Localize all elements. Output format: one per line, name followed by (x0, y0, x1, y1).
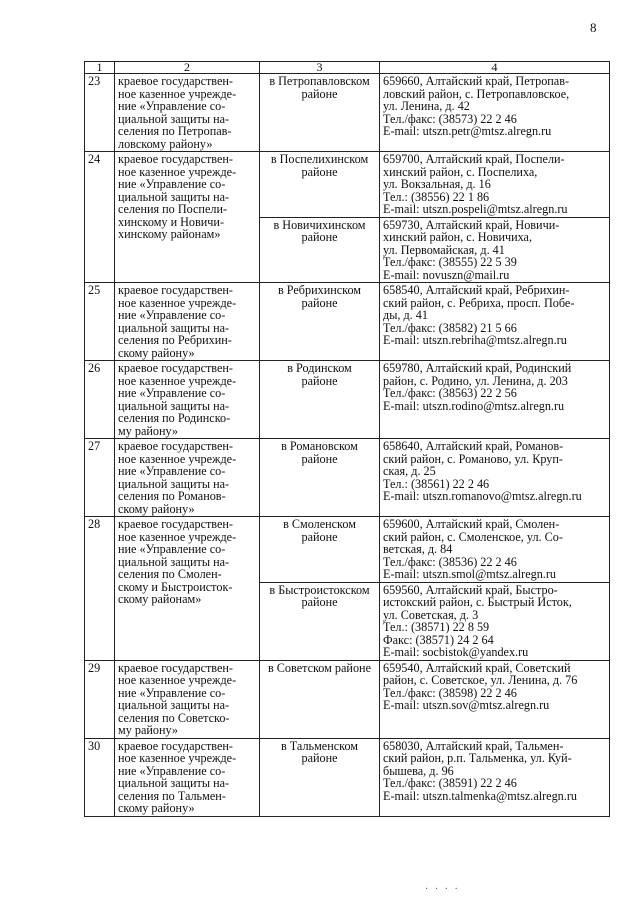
location-cell: в Петропавловском районе (260, 74, 380, 152)
address-cell: 659700, Алтайский край, Поспели- хинский район, с. Поспелиха, ул. Вокзальная, д. 16 Тел.: (38556) 22 1 86 E-mail: utszn.pospeli@mtsz.alregn.ru (380, 152, 610, 218)
address-cell: 659660, Алтайский край, Петропав- ловский район, с. Петропавловское, ул. Ленина, д. 42 Тел./факс: (38573) 22 2 46 E-mail: utszn.petr@mtsz.alregn.ru (380, 74, 610, 152)
location-cell: в Поспелихинском районе (260, 152, 380, 218)
row-number: 23 (85, 74, 115, 152)
location-cell: в Быстроистокском районе (260, 582, 380, 660)
table-row (85, 361, 610, 439)
table-row (85, 439, 610, 517)
table-row (85, 738, 610, 816)
header-row (85, 62, 610, 74)
row-number: 28 (85, 517, 115, 661)
scan-mark: · · · · (425, 884, 460, 895)
table-row (85, 283, 610, 361)
row-number: 24 (85, 152, 115, 283)
address-cell: 658640, Алтайский край, Романов- ский район, с. Романово, ул. Круп- ская, д. 25 Тел.: (38561) 22 2 46 E-mail: utszn.romanovo@mtsz.alregn.ru (380, 439, 610, 517)
organization-name: краевое государствен- ное казенное учрежде- ние «Управление со- циальной защиты на- селения по Романов- скому району» (115, 439, 260, 517)
organization-name: краевое государствен- ное казенное учрежде- ние «Управление со- циальной защиты на- селения по Ребрихин- скому району» (115, 283, 260, 361)
row-number: 30 (85, 738, 115, 816)
organization-name: краевое государствен- ное казенное учрежде- ние «Управление со- циальной защиты на- селения по Поспели- хинскому и Новичи- хинскому районам» (115, 152, 260, 283)
organization-name: краевое государствен- ное казенное учрежде- ние «Управление со- циальной защиты на- селения по Петропав- ловскому району» (115, 74, 260, 152)
institutions-table (84, 61, 610, 817)
address-cell: 658030, Алтайский край, Тальмен- ский район, р.п. Тальменка, ул. Куй- бышева, д. 96 Тел./факс: (38591) 22 2 46 E-mail: utszn.talmenka@mtsz.alregn.ru (380, 738, 610, 816)
location-cell: в Смоленском районе (260, 517, 380, 583)
address-cell: 659780, Алтайский край, Родинский район, с. Родино, ул. Ленина, д. 203 Тел./факс: (38563) 22 2 56 E-mail: utszn.rodino@mtsz.alregn.ru (380, 361, 610, 439)
column-header: 2 (115, 62, 260, 74)
organization-name: краевое государствен- ное казенное учрежде- ние «Управление со- циальной защиты на- селения по Смолен- скому и Быстроисток- скому районам» (115, 517, 260, 661)
column-header: 4 (380, 62, 610, 74)
organization-name: краевое государствен- ное казенное учрежде- ние «Управление со- циальной защиты на- селения по Родинско- му району» (115, 361, 260, 439)
column-header: 1 (85, 62, 115, 74)
table-row (85, 74, 610, 152)
address-cell: 659600, Алтайский край, Смолен- ский район, с. Смоленское, ул. Со- ветская, д. 84 Тел./факс: (38536) 22 2 46 E-mail: utszn.smol@mtsz.alregn.ru (380, 517, 610, 583)
address-cell: 659730, Алтайский край, Новичи- хинский район, с. Новичиха, ул. Первомайская, д. 41 Тел./факс: (38555) 22 5 39 E-mail: novuszn@mail.ru (380, 217, 610, 283)
row-number: 26 (85, 361, 115, 439)
location-cell: в Новичихинском районе (260, 217, 380, 283)
location-cell: в Ребрихинском районе (260, 283, 380, 361)
address-cell: 659560, Алтайский край, Быстро- истокский район, с. Быстрый Исток, ул. Советская, д. 3 Тел.: (38571) 22 8 59 Факс: (38571) 24 2 64 E-mail: socbistok@yandex.ru (380, 582, 610, 660)
organization-name: краевое государствен- ное казенное учрежде- ние «Управление со- циальной защиты на- селения по Советско- му району» (115, 660, 260, 738)
address-cell: 659540, Алтайский край, Советский район, с. Советское, ул. Ленина, д. 76 Тел./факс: (38598) 22 2 46 E-mail: utszn.sov@mtsz.alregn.ru (380, 660, 610, 738)
row-number: 25 (85, 283, 115, 361)
table-row (85, 152, 610, 218)
row-number: 27 (85, 439, 115, 517)
row-number: 29 (85, 660, 115, 738)
table-row (85, 517, 610, 583)
page-number: 8 (590, 20, 597, 35)
location-cell: в Советском районе (260, 660, 380, 738)
organization-name: краевое государствен- ное казенное учрежде- ние «Управление со- циальной защиты на- селения по Тальмен- скому району» (115, 738, 260, 816)
column-header: 3 (260, 62, 380, 74)
table-row (85, 660, 610, 738)
address-cell: 658540, Алтайский край, Ребрихин- ский район, с. Ребриха, просп. Побе- ды, д. 41 Тел./факс: (38582) 21 5 66 E-mail: utszn.rebriha@mtsz.alregn.ru (380, 283, 610, 361)
location-cell: в Тальменском районе (260, 738, 380, 816)
location-cell: в Романовском районе (260, 439, 380, 517)
location-cell: в Родинском районе (260, 361, 380, 439)
